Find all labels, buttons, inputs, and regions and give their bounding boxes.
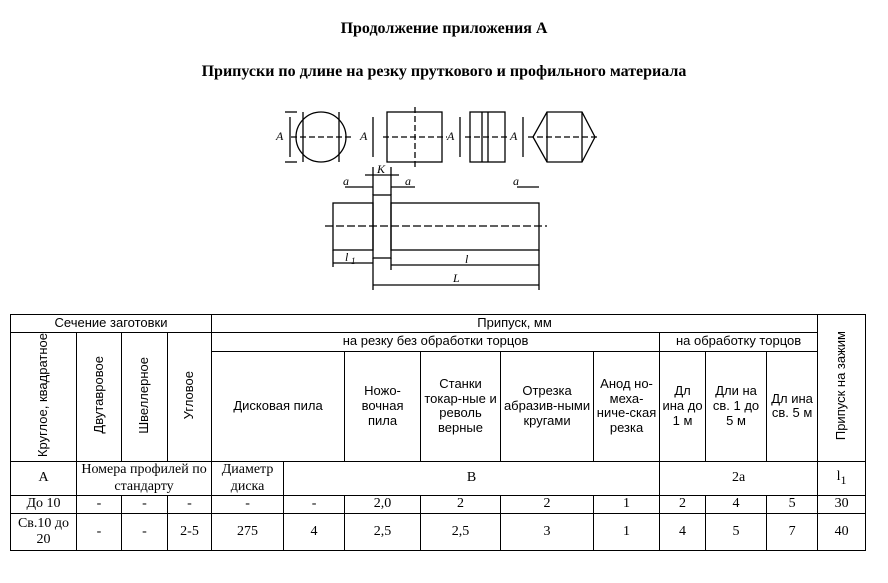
table-cell: 2 xyxy=(501,496,594,514)
table-cell: 1 xyxy=(594,514,660,551)
document-title: Припуски по длине на резку пруткового и профильного материала xyxy=(201,63,687,80)
dimension-label-A: A xyxy=(447,129,455,143)
table-cell: - xyxy=(284,496,345,514)
table-cell: 2,5 xyxy=(345,514,421,551)
row-label-B: В xyxy=(284,462,660,496)
col-lathe: Станки токар-ные и револь верные xyxy=(421,351,501,461)
dimension-label-a: a xyxy=(343,174,349,188)
col-disk-saw: Дисковая пила xyxy=(212,351,345,461)
table-cell: 3 xyxy=(501,514,594,551)
col-channel: Швеллерное xyxy=(122,333,168,462)
round-section-figure xyxy=(285,112,351,162)
dimension-label-a: a xyxy=(513,174,519,188)
table-cell: 40 xyxy=(818,514,866,551)
table-cell: 2,0 xyxy=(345,496,421,514)
table-cell: - xyxy=(77,514,122,551)
dimension-label-A: A xyxy=(276,129,284,143)
dimension-label-K: K xyxy=(377,162,386,176)
table-cell: 5 xyxy=(706,514,767,551)
row-label-2a: 2а xyxy=(660,462,818,496)
dimension-label-l1: l xyxy=(345,250,349,264)
col-hacksaw: Ножо-вочная пила xyxy=(345,351,421,461)
col-ibeam: Двутавровое xyxy=(77,333,122,462)
col-length-up-to-1m: Дл ина до 1 м xyxy=(660,351,706,461)
ends-header: на обработку торцов xyxy=(660,333,818,352)
table-cell: До 10 xyxy=(11,496,77,514)
dimension-label-l: l xyxy=(465,252,469,266)
row-label-profiles: Номера профилей по стандарту xyxy=(77,462,212,496)
table-cell: 4 xyxy=(660,514,706,551)
table-cell: 7 xyxy=(767,514,818,551)
square-section-figure xyxy=(373,107,447,167)
col-anode-mechanical: Анод но-меха-ниче-ская резка xyxy=(594,351,660,461)
col-angle: Угловое xyxy=(168,333,212,462)
dimension-label-A: A xyxy=(510,129,518,143)
section-header: Сечение заготовки xyxy=(11,315,212,333)
table-cell: - xyxy=(212,496,284,514)
table-row xyxy=(11,496,866,514)
ibeam-section-figure xyxy=(460,112,510,162)
dimension-label-l1-subscript: 1 xyxy=(351,256,356,266)
table-cell: - xyxy=(122,496,168,514)
table-cell: 1 xyxy=(594,496,660,514)
allowance-table xyxy=(10,314,866,551)
allowance-header: Припуск, мм xyxy=(212,315,818,333)
row-label-l1: $l_1$ xyxy=(818,462,866,496)
col-length-1-to-5m: Дли на св. 1 до 5 м xyxy=(706,351,767,461)
hex-section-figure xyxy=(523,112,600,162)
clamp-allowance-header: Припуск на зажим xyxy=(818,315,866,462)
table-cell: Св.10 до 20 xyxy=(11,514,77,551)
dimension-label-L: L xyxy=(453,271,460,285)
table-cell: 2,5 xyxy=(421,514,501,551)
table-cell: - xyxy=(122,514,168,551)
col-abrasive: Отрезка абразив-ными кругами xyxy=(501,351,594,461)
table-cell: 2-5 xyxy=(168,514,212,551)
table-cell: 2 xyxy=(660,496,706,514)
no-ends-header: на резку без обработки торцов xyxy=(212,333,660,352)
dimension-label-A: A xyxy=(360,129,368,143)
table-row xyxy=(11,514,866,551)
technical-drawing xyxy=(265,95,610,300)
table-cell: - xyxy=(77,496,122,514)
table-cell: - xyxy=(168,496,212,514)
row-label-disk-diameter: Диаметр диска xyxy=(212,462,284,496)
table-cell: 4 xyxy=(284,514,345,551)
row-label-A: А xyxy=(11,462,77,496)
col-round-square: Круглое, квадратное xyxy=(11,333,77,462)
dimension-label-a: a xyxy=(405,174,411,188)
table-cell: 4 xyxy=(706,496,767,514)
table-cell: 2 xyxy=(421,496,501,514)
table-cell: 30 xyxy=(818,496,866,514)
table-cell: 5 xyxy=(767,496,818,514)
col-length-over-5m: Дл ина св. 5 м xyxy=(767,351,818,461)
table-cell: 275 xyxy=(212,514,284,551)
appendix-continuation-heading: Продолжение приложения А xyxy=(340,20,548,37)
